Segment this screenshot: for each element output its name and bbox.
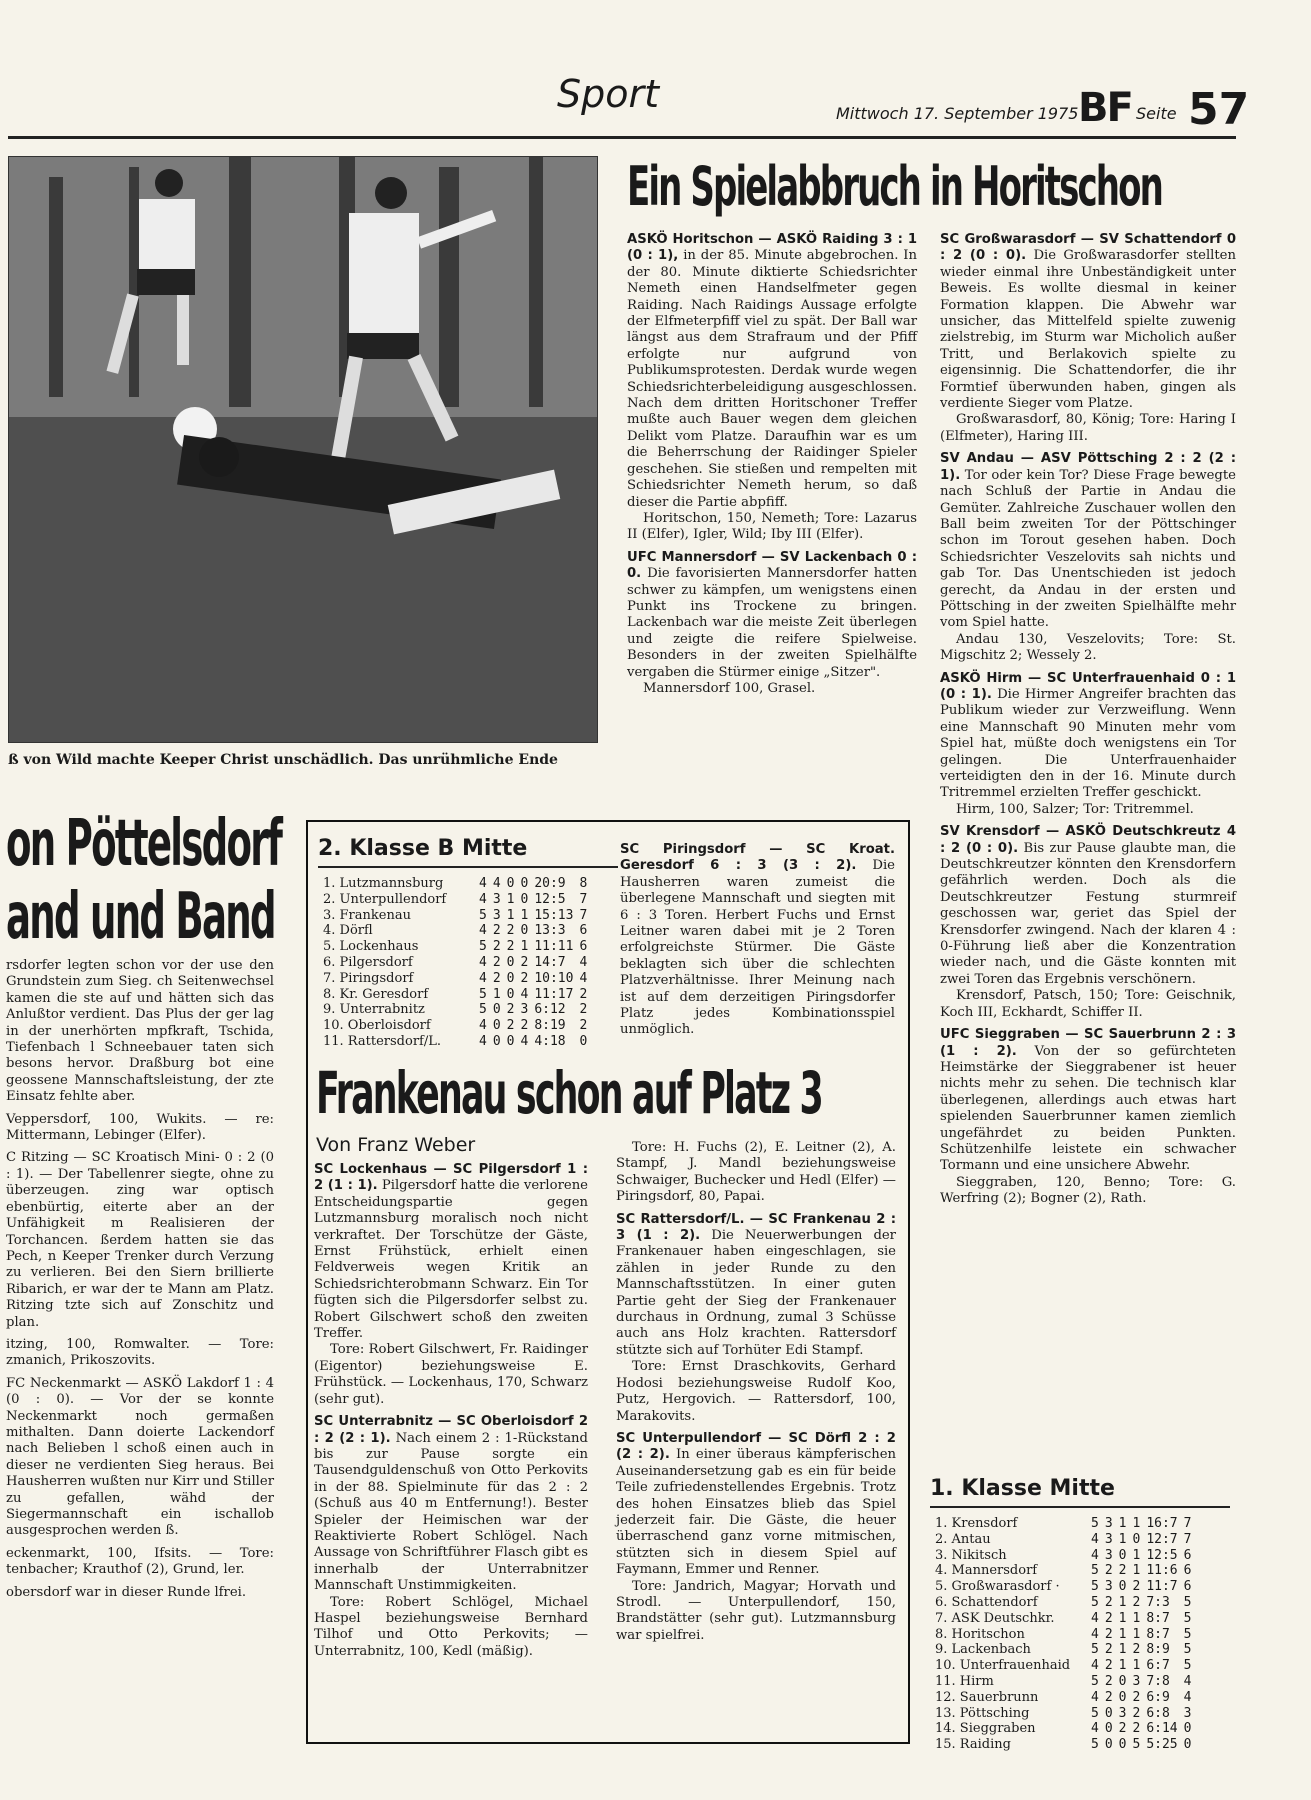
stat-cell: 1 [1118, 1516, 1127, 1531]
table-row [932, 1706, 1194, 1722]
team-name: 2. Antau [935, 1531, 991, 1547]
stat-cell: 4 [1091, 1610, 1099, 1626]
stat-cell: 2 [1132, 1579, 1141, 1595]
stat-cell: 0 [1104, 1705, 1113, 1721]
section-title: Sport [557, 72, 660, 116]
piringsdorf-scorers: Tore: H. Fuchs (2), E. Leitner (2), A. Stampf, J. Mandl beziehungsweise Schwaiger, Buchecker und Hedl (Elfer) — Piringsdorf, 80, Papai. [616, 1140, 896, 1205]
stat-cell: 14:7 [534, 954, 566, 970]
stat-cell: 5 [1091, 1673, 1099, 1689]
report-hirm-unterfrauenhaid: ASKÖ Hirm — SC Unterfrauenhaid 0 : 1 (0 : 1). Die Hirmer Angreifer brachten das Publikum wieder zur Verzweiflung. Wenn eine Mannschaft 90 Minuten mehr vom Spiel hat, müßte doch wenigstens ein Tor gelingen. Die Unterfrauenhaider verteidigten den in der 16. Minute durch Tritremmel erzielten Treffer geschickt. Hirm, 100, Salzer; Tor: Tritremmel. [940, 670, 1236, 817]
table-row [932, 1516, 1194, 1532]
stat-cell: 4 [579, 970, 588, 986]
stat-cell: 0 [492, 1033, 501, 1049]
stat-cell: 2 [1104, 1594, 1113, 1610]
stat-cell: 1 [1132, 1516, 1141, 1531]
table-row [320, 923, 590, 939]
stat-cell: 5 [479, 1002, 487, 1018]
stat-cell: 4:18 [534, 1033, 566, 1049]
report-andau-poettsching: SV Andau — ASV Pöttsching 2 : 2 (2 : 1). Tor oder kein Tor? Diese Frage bewegte nach Schluß der Partie in Andau die Gemüter. Zahlreiche Zuschauer wollen den Ball beim zweiten Tor der Pöttschinger schon im Torout gesehen haben. Doch Schiedsrichter Veszelovits sah nichts und gab Tor. Das Unentschieden ist jedoch gerecht, da Andau in der ersten und Pöttsching in der zweiten Spielhälfte mehr vom Spiel hatte. Andau 130, Veszelovits; Tore: St. Migschitz 2; Wessely 2. [940, 451, 1236, 664]
report-mannersdorf-lackenbach: UFC Mannersdorf — SV Lackenbach 0 : 0. Die favorisierten Mannersdorfer hatten schwer zu kämpfen, um wenigstens einen Punkt ins Trockene zu bringen. Lackenbach war die meiste Zeit überlegen und zeigte die reifere Spielweise. Besonders in der zweiten Spielhälfte vergaben die Stürmer einige „Sitzer". Mannersdorf 100, Grasel. [627, 549, 917, 696]
stat-cell: 4 [579, 954, 588, 970]
team-name: 7. ASK Deutschkr. [935, 1610, 1055, 1626]
stat-cell: 1 [1118, 1610, 1127, 1626]
team-name: 8. Kr. Geresdorf [323, 986, 429, 1002]
byline: Von Franz Weber [316, 1134, 476, 1156]
stat-cell: 0 [492, 1018, 501, 1034]
photo-illustration [9, 157, 597, 742]
stat-cell: 0 [1183, 1721, 1192, 1737]
table-row [932, 1595, 1194, 1611]
stat-cell: 2 [1104, 1610, 1113, 1626]
stat-cell: 2 [579, 1002, 588, 1018]
stat-cell: 2 [1104, 1626, 1113, 1642]
main-headline: Ein Spielabbruch in Horitschon [627, 155, 1162, 218]
report-unterpullendorf-doerfl: SC Unterpullendorf — SC Dörfl 2 : 2 (2 : 2). In einer überaus kämpferischen Auseinandersetzung gab es ein für beide Teile zufriedenstellendes Ergebnis. Trotz des hohen Einsatzes blieb das Spiel jederzeit fair. Die Gäste, die heuer überraschend ganz vorne mitmischen, stützten sich in diesem Spiel auf Faymann, Emmer und Renner. Tore: Jandrich, Magyar; Horvath und Strodl. — Unterpullendorf, 150, Brandstätter (sehr gut). Lutzmannsburg war spielfrei. [616, 1430, 896, 1643]
stat-cell: 4 [1183, 1689, 1192, 1705]
team-name: 10. Unterfrauenhaid [935, 1658, 1071, 1674]
table-row [320, 1002, 590, 1018]
box-column-a [314, 1162, 588, 1666]
stat-cell: 0 [1118, 1547, 1127, 1563]
left-headline-line2: and und Band [6, 880, 275, 954]
stat-cell: 0 [1104, 1721, 1113, 1737]
stat-cell: 1 [1132, 1658, 1141, 1674]
stat-cell: 6 [1183, 1547, 1192, 1563]
team-name: 1. Krensdorf [935, 1516, 1018, 1531]
stat-cell: 4 [1091, 1689, 1099, 1705]
stat-cell: 8:7 [1146, 1626, 1170, 1642]
stat-cell: 4 [479, 1018, 487, 1034]
stat-cell: 6 [1183, 1563, 1192, 1579]
stat-cell: 5 [1183, 1610, 1192, 1626]
stat-cell: 0 [1132, 1531, 1141, 1547]
stat-cell: 6 [579, 939, 588, 955]
stat-cell: 0 [579, 1033, 588, 1049]
team-name: 5. Lockenhaus [323, 939, 419, 955]
stat-cell: 4 [1091, 1626, 1099, 1642]
report-krensdorf-deutschkreutz: SV Krensdorf — ASKÖ Deutschkreutz 4 : 2 (0 : 0). Bis zur Pause glaubte man, die Deutschkreutzer könnten den Krensdorfern gefährlich werden. Doch als die Deutschkreutzer Festung sturmreif geschossen war, geriet das Spiel der Krensdorfer zwingend. Nach der klaren 4 : 0-Führung ließ aber die Konzentration wieder nach, und die Gäste konnten mit zwei Toren das Ergebnis verschönern. Krensdorf, Patsch, 150; Tore: Geischnik, Koch III, Eckhardt, Schiffer II. [940, 824, 1236, 1020]
stat-cell: 4 [479, 970, 487, 986]
stat-cell: 0 [506, 986, 515, 1002]
stat-cell: 3 [1104, 1579, 1113, 1595]
stat-cell: 2 [520, 954, 529, 970]
stat-cell: 0 [520, 923, 529, 939]
stat-cell: 5 [1091, 1642, 1099, 1658]
table-row [932, 1642, 1194, 1658]
stat-cell: 4 [479, 876, 487, 891]
stat-cell: 0 [520, 891, 529, 907]
table-row [932, 1737, 1194, 1753]
standings-table [320, 876, 590, 1050]
table-row [932, 1611, 1194, 1627]
stat-cell: 3 [520, 1002, 529, 1018]
table-row [932, 1548, 1194, 1564]
stat-cell: 2 [1104, 1658, 1113, 1674]
paper-logo: BF [1078, 85, 1132, 131]
left-headline-line1: on Pöttelsdorf [6, 807, 282, 881]
stat-cell: 4 [520, 986, 529, 1002]
stat-cell: 15:13 [534, 907, 574, 923]
stat-cell: 2 [506, 1002, 515, 1018]
team-name: 12. Sauerbrunn [935, 1689, 1039, 1705]
stat-cell: 5 [1183, 1626, 1192, 1642]
stat-cell: 1 [1132, 1547, 1141, 1563]
standings2-title: 1. Klasse Mitte [930, 1476, 1115, 1501]
stat-cell: 7:3 [1146, 1594, 1170, 1610]
report-grosswarasdorf-schattendorf: SC Großwarasdorf — SV Schattendorf 0 : 2 (0 : 0). Die Großwarasdorfer stellten wieder einmal ihre Unbeständigkeit unter Beweis. Es wollte diesmal in keiner Formation klappen. Die Abwehr war unsicher, das Mittelfeld spielte zuwenig zielstrebig, im Sturm war Micholich außer Tritt, und Berlakovich spielte zu eigensinnig. Die Schattendorfer, die ihr Formtief überwunden haben, gingen als verdiente Sieger vom Platze. Großwarasdorf, 80, König; Tore: Haring I (Elfmeter), Haring III. [940, 232, 1236, 444]
stat-cell: 11:11 [534, 939, 574, 955]
stat-cell: 3 [1118, 1705, 1127, 1721]
stat-cell: 8:7 [1146, 1610, 1170, 1626]
stat-cell: 12:5 [1146, 1547, 1178, 1563]
team-name: 4. Mannersdorf [935, 1563, 1038, 1579]
stat-cell: 1 [520, 907, 529, 923]
stat-cell: 12:5 [534, 891, 566, 907]
stat-cell: 2 [506, 1018, 515, 1034]
stat-cell: 10:10 [534, 970, 574, 986]
table-row [320, 987, 590, 1003]
stat-cell: 4 [1091, 1658, 1099, 1674]
stat-cell: 11:17 [534, 986, 574, 1002]
stat-cell: 6 [579, 923, 588, 939]
stat-cell: 0 [1183, 1737, 1192, 1753]
stat-cell: 7 [1183, 1531, 1192, 1547]
article-column-2 [940, 232, 1236, 1214]
team-name: 9. Lackenbach [935, 1642, 1031, 1658]
team-name: 6. Pilgersdorf [323, 954, 413, 970]
stat-cell: 6:14 [1146, 1721, 1178, 1737]
stat-cell: 0 [506, 876, 515, 891]
team-name: 3. Frankenau [323, 907, 411, 923]
stat-cell: 5 [1183, 1658, 1192, 1674]
stat-cell: 0 [506, 1033, 515, 1049]
header-rule [8, 136, 1236, 139]
stat-cell: 0 [506, 970, 515, 986]
table-row [320, 908, 590, 924]
table-row [320, 1034, 590, 1050]
page-number: 57 [1188, 84, 1250, 135]
stat-cell: 8 [579, 876, 588, 891]
team-name: 11. Hirm [935, 1673, 994, 1689]
stat-cell: 6:12 [534, 1002, 566, 1018]
stat-cell: 13:3 [534, 923, 566, 939]
stat-cell: 3 [1104, 1516, 1113, 1531]
stat-cell: 1 [506, 891, 515, 907]
team-name: 9. Unterrabnitz [323, 1002, 425, 1018]
team-name: 10. Oberloisdorf [323, 1018, 431, 1034]
table-row [320, 1018, 590, 1034]
stat-cell: 2 [520, 1018, 529, 1034]
stat-cell: 3 [492, 891, 501, 907]
stat-cell: 0 [506, 954, 515, 970]
stat-cell: 4 [1091, 1531, 1099, 1547]
stat-cell: 2 [1104, 1689, 1113, 1705]
stat-cell: 0 [1118, 1737, 1127, 1753]
stat-cell: 5 [479, 939, 487, 955]
team-name: 1. Lutzmannsburg [323, 876, 444, 891]
stat-cell: 4 [479, 1033, 487, 1049]
stat-cell: 4 [1183, 1673, 1192, 1689]
stat-cell: 5 [479, 986, 487, 1002]
stat-cell: 1 [520, 939, 529, 955]
table-row [932, 1579, 1194, 1595]
stat-cell: 1 [1118, 1531, 1127, 1547]
stat-cell: 0 [492, 1002, 501, 1018]
stat-cell: 5 [1091, 1594, 1099, 1610]
stat-cell: 8:9 [1146, 1642, 1170, 1658]
stat-cell: 8:19 [534, 1018, 566, 1034]
stat-cell: 0 [1104, 1737, 1113, 1753]
stat-cell: 12:7 [1146, 1531, 1178, 1547]
stat-cell: 16:7 [1146, 1516, 1178, 1531]
stat-cell: 5 [1091, 1737, 1099, 1753]
report-horitschon-raiding: ASKÖ Horitschon — ASKÖ Raiding 3 : 1 (0 : 1), in der 85. Minute abgebrochen. In der 80. Minute diktierte Schiedsrichter Nemeth einen Handselfmeter gegen Raiding. Nach Raidings Aussage erfolgte der Elfmeterpfiff viel zu spät. Der Ball war längst aus dem Strafraum und der Pfiff erfolgte nur aufgrund von Publikumsprotesten. Derdak wurde wegen Schiedsrichterbeleidigung ausgeschlossen. Nach dem dritten Horitschoner Treffer mußte auch Bauer wegen dem gleichen Delikt vom Platze. Daraufhin war es um die Beherrschung der Raidinger Spieler geschehen. Sie stießen und rempelten mit Schiedsrichter Nemeth herum, so daß dieser die Partie abpfiff. Horitschon, 150, Nemeth; Tore: Lazarus II (Elfer), Igler, Wild; Iby III (Elfer). [627, 232, 918, 543]
table-row [320, 876, 590, 892]
stat-cell: 3 [1183, 1705, 1192, 1721]
stat-cell: 4 [479, 954, 487, 970]
stat-cell: 2 [1132, 1721, 1141, 1737]
stat-cell: 1 [1132, 1563, 1141, 1579]
table-row [932, 1627, 1194, 1643]
stat-cell: 3 [1104, 1547, 1113, 1563]
stat-cell: 6:8 [1146, 1705, 1170, 1721]
stat-cell: 2 [492, 923, 501, 939]
table-row [932, 1658, 1194, 1674]
stat-cell: 2 [1104, 1563, 1113, 1579]
team-name: 15. Raiding [935, 1737, 1011, 1753]
stat-cell: 1 [1132, 1610, 1141, 1626]
stat-cell: 5 [1183, 1594, 1192, 1610]
photo-caption: ß von Wild machte Keeper Christ unschädlich. Das unrühmliche Ende [8, 752, 558, 768]
report-rattersdorf-frankenau: SC Rattersdorf/L. — SC Frankenau 2 : 3 (1 : 2). Die Neuerwerbungen der Frankenauer haben eingeschlagen, sie zählen in jeder Runde zu den Mannschaftsstützen. In einer guten Partie geht der Sieg der Frankenauer durchaus in Ordnung, zumal 3 Schüsse auch ans Holz krachten. Rattersdorf stützte sich auf Torhüter Edi Stampf. Tore: Ernst Draschkovits, Gerhard Hodosi beziehungsweise Rudolf Koo, Putz, Hergovich. — Rattersdorf, 100, Marakovits. [616, 1211, 896, 1424]
team-name: 3. Nikitsch [935, 1547, 1007, 1563]
stat-cell: 6:9 [1146, 1689, 1170, 1705]
stat-cell: 2 [1104, 1673, 1113, 1689]
stat-cell: 5 [1132, 1737, 1141, 1753]
report-unterrabnitz-oberloisdorf: SC Unterrabnitz — SC Oberloisdorf 2 : 2 (2 : 1). Nach einem 2 : 1-Rückstand bis zur Pause sorgte ein Tausendguldenschuß von Otto Perkovits in der 88. Spielminute für das 2 : 2 (Schuß aus 40 m Entfernung!). Bester Spieler der Heimischen war der Reaktivierte Robert Schlögel. Nach Aussage von Schriftführer Flasch gibt es innerhalb der Unterrabnitzer Mannschaft Unstimmigkeiten. Tore: Robert Schlögel, Michael Haspel beziehungsweise Bernhard Tilhof und Otto Perkovits; — Unterrabnitz, 100, Kedl (mäßig). [314, 1414, 588, 1659]
stat-cell: 2 [1104, 1642, 1113, 1658]
stat-cell: 3 [492, 907, 501, 923]
table-row [320, 971, 590, 987]
stat-cell: 5 [1091, 1705, 1099, 1721]
stat-cell: 3 [1104, 1531, 1113, 1547]
stat-cell: 2 [579, 1018, 588, 1034]
stat-cell: 1 [1132, 1626, 1141, 1642]
team-name: 8. Horitschon [935, 1626, 1025, 1642]
team-name: 14. Sieggraben [935, 1721, 1036, 1737]
table-row [932, 1690, 1194, 1706]
stat-cell: 4 [479, 891, 487, 907]
stat-cell: 5 [1091, 1563, 1099, 1579]
stat-cell: 2 [1132, 1689, 1141, 1705]
table-row [932, 1721, 1194, 1737]
stat-cell: 4 [520, 1033, 529, 1049]
stat-cell: 2 [1118, 1721, 1127, 1737]
stat-cell: 5 [1091, 1516, 1099, 1531]
stat-cell: 2 [1132, 1705, 1141, 1721]
issue-date: Mittwoch 17. September 1975 [836, 104, 1079, 123]
stat-cell: 2 [492, 970, 501, 986]
team-name: 11. Rattersdorf/L. [323, 1033, 441, 1049]
table-row [320, 892, 590, 908]
table-row [320, 939, 590, 955]
stat-cell: 6:7 [1146, 1658, 1170, 1674]
standings-rule [318, 866, 618, 868]
stat-cell: 5 [1091, 1579, 1099, 1595]
soccer-photo [8, 156, 598, 743]
stat-cell: 2 [492, 939, 501, 955]
stat-cell: 0 [1118, 1579, 1127, 1595]
stat-cell: 4 [492, 876, 501, 891]
team-name: 7. Piringsdorf [323, 970, 414, 986]
stat-cell: 2 [579, 986, 588, 1002]
stat-cell: 6 [1183, 1579, 1192, 1595]
box-headline: Frankenau schon auf Platz 3 [316, 1059, 822, 1127]
table-row [932, 1674, 1194, 1690]
stat-cell: 2 [492, 954, 501, 970]
stat-cell: 1 [1118, 1642, 1127, 1658]
stat-cell: 5 [479, 907, 487, 923]
stat-cell: 1 [492, 986, 501, 1002]
stat-cell: 2 [520, 970, 529, 986]
stat-cell: 2 [1132, 1594, 1141, 1610]
stat-cell: 7 [579, 907, 588, 923]
stat-cell: 1 [506, 907, 515, 923]
stat-cell: 1 [1118, 1626, 1127, 1642]
stat-cell: 2 [506, 939, 515, 955]
stat-cell: 20:9 [534, 876, 566, 891]
stat-cell: 11:6 [1146, 1563, 1178, 1579]
team-name: 6. Schattendorf [935, 1594, 1038, 1610]
stat-cell: 0 [1118, 1673, 1127, 1689]
stat-cell: 7:8 [1146, 1673, 1170, 1689]
stat-cell: 0 [520, 876, 529, 891]
stat-cell: 7 [1183, 1516, 1192, 1531]
team-name: 5. Großwarasdorf · [935, 1579, 1060, 1595]
stat-cell: 1 [1118, 1594, 1127, 1610]
stat-cell: 7 [579, 891, 588, 907]
stat-cell: 0 [1118, 1689, 1127, 1705]
left-column: rsdorfer legten schon vor der use den Grundstein zum Sieg. ch Seitenwechsel kamen die ste auf und hätten sich das Anlußtor verdient. Das Plus der ger lag in der unerhörten mpfkraft, Tschida, Tiefenbach l Schneebauer taten sich besons hervor. Draßburg bot eine geossene Mannschaftsleistung, der zte Einsatz fehlte aber. Veppersdorf, 100, Wukits. — re: Mittermann, Lebinger (Elfer). C Ritzing — SC Kroatisch Mini- 0 : 2 (0 : 1). — Der Tabellenrer siegte, ohne zu überzeugen. zing war optisch ebenbürtig, eiterte aber an der Unfähigkeit m Realisieren der Torchancen. ßerdem hatten sie das Pech, n Keeper Trenker durch Verzung zu verlieren. Bei den Siern brillierte Ribarich, er war der te Mann am Platz. Ritzing tzte sich auf Zonschitz und plan. itzing, 100, Romwalter. — Tore: zmanich, Prikoszovits. FC Neckenmarkt — ASKÖ Lakdorf 1 : 4 (0 : 0). — Vor der se konnte Neckenmarkt noch germaßen mithalten. Dann doierte Lackendorf nach Belieben l schoß einen auch in dieser ne verdienten Sieg heraus. Bei Hausherren wußten nur Kirr und Stiller zu gefallen, wähd der Siegermannschaft ein ischallob ausgesprochen werden ß. eckenmarkt, 100, Ifsits. — Tore: tenbacher; Krauthof (2), Grund, ler. obersdorf war in dieser Runde lfrei. [6, 958, 274, 1600]
stat-cell: 11:7 [1146, 1579, 1178, 1595]
table-row [932, 1563, 1194, 1579]
table-row [320, 955, 590, 971]
stat-cell: 1 [1118, 1658, 1127, 1674]
table-row [932, 1532, 1194, 1548]
box-right-top [620, 842, 895, 1045]
team-name: 4. Dörfl [323, 923, 373, 939]
report-sieggraben-sauerbrunn: UFC Sieggraben — SC Sauerbrunn 2 : 3 (1 : 2). Von der so gefürchteten Heimstärke der Sieggrabener ist heuer nichts mehr zu sehen. Die technisch klar überlegenen, allerdings auch etwas hart spielenden Sauerbrunner kamen ziemlich ungefährdet zu beiden Punkten. Schützenhilfe leistete ein schwacher Tormann und eine unsichere Abwehr. Sieggraben, 120, Benno; Tore: G. Werfring (2); Bogner (2), Rath. [940, 1027, 1236, 1207]
standings2-table [932, 1516, 1194, 1753]
stat-cell: 5:25 [1146, 1737, 1178, 1753]
stat-cell: 2 [1118, 1563, 1127, 1579]
stat-cell: 5 [1183, 1642, 1192, 1658]
standings-title: 2. Klasse B Mitte [318, 836, 528, 861]
stat-cell: 2 [506, 923, 515, 939]
box-column-b [616, 1140, 896, 1650]
team-name: 13. Pöttsching [935, 1705, 1030, 1721]
stat-cell: 4 [1091, 1721, 1099, 1737]
team-name: 2. Unterpullendorf [323, 891, 447, 907]
page-label: Seite [1136, 104, 1177, 123]
stat-cell: 4 [479, 923, 487, 939]
report-piringsdorf-geresdorf: SC Piringsdorf — SC Kroat. Geresdorf 6 : 3 (3 : 2). Die Hausherren waren zumeist die überlegene Mannschaft und siegten mit 6 : 3 Toren. Herbert Fuchs und Ernst Leitner waren dabei mit je 2 Toren erfolgreichste Stürmer. Die Gäste beklagten sich über die schlechten Platzverhältnisse. Ihrer Meinung nach ist auf dem derzeitigen Piringsdorfer Platz jedes Kombinationsspiel unmöglich. [620, 842, 895, 1038]
standings2-rule [930, 1506, 1230, 1508]
article-column-1 [627, 232, 917, 703]
report-lockenhaus-pilgersdorf: SC Lockenhaus — SC Pilgersdorf 1 : 2 (1 : 1). Pilgersdorf hatte die verlorene Entscheidungspartie gegen Lutzmannsburg moralisch noch nicht verkraftet. Der Torschütze der Gäste, Ernst Frühstück, erhielt einen Feldverweis wegen Kritik an Schiedsrichterobmann Schwarz. Ein Tor fügten sich die Pilgersdorfer selbst zu. Robert Gilschwert schoß den zweiten Treffer. Tore: Robert Gilschwert, Fr. Raidinger (Eigentor) beziehungsweise E. Frühstück. — Lockenhaus, 170, Schwarz (sehr gut). [314, 1162, 588, 1407]
stat-cell: 2 [1132, 1642, 1141, 1658]
stat-cell: 3 [1132, 1673, 1141, 1689]
stat-cell: 4 [1091, 1547, 1099, 1563]
